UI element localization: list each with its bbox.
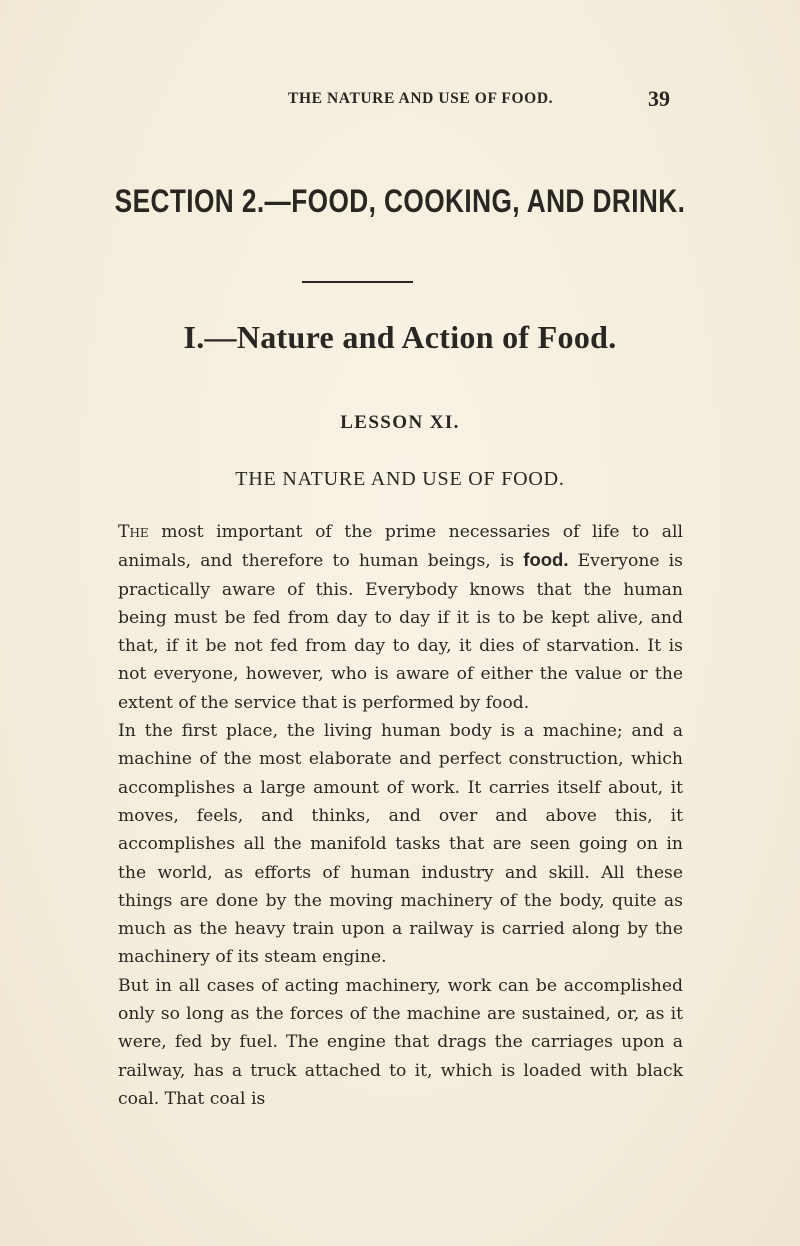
lesson-title: THE NATURE AND USE OF FOOD. <box>235 468 565 490</box>
running-head-title: THE NATURE AND USE OF FOOD. <box>288 90 554 107</box>
paragraph-2: In the first place, the living human body is a machine; and a machine of the most elaborate and perfect construction, which accomplishes a large amount of work. It carries itself about, it moves, feels, and thinks, and over and above this, it accomplishes all the manifold tasks that are seen going on in the world, as efforts of human industry and skill. All these things are done by the moving machinery of the body, quite as much as the heavy train upon a railway is carried along by the machinery of its steam engine. <box>118 721 683 968</box>
paragraph-1 <box>118 518 683 717</box>
paragraph-1-text-a: most important of the prime necessaries of life to all animals, and therefore to human beings, is <box>118 522 683 572</box>
paragraph-3: But in all cases of acting machinery, work can be accomplished only so long as the forces of the machine are sustained, or, as it were, fed by fuel. The engine that drags the carriages upon a railway, has a truck attached to it, which is loaded with black coal. That coal is <box>118 975 683 1109</box>
section-divider-rule <box>302 281 413 283</box>
paragraph-1-text-b: Everyone is practically aware of this. Everybody knows that the human being must be fed from day to day if it is to be kept alive, and that, if it be not fed from day to day, it dies of starvation. It is not everyone, however, who is aware of either the value or the extent of the service that is performed by food. <box>118 551 684 713</box>
page-number: 39 <box>648 86 670 111</box>
emphasized-word: food. <box>523 549 569 571</box>
paragraph-lead-word: The <box>118 522 149 542</box>
section-title: SECTION 2.—FOOD, COOKING, AND DRINK. <box>114 183 686 219</box>
running-head <box>0 88 800 112</box>
part-title: I.—Nature and Action of Food. <box>183 319 617 355</box>
lesson-number: LESSON XI. <box>340 412 460 433</box>
body-text <box>118 518 683 1113</box>
